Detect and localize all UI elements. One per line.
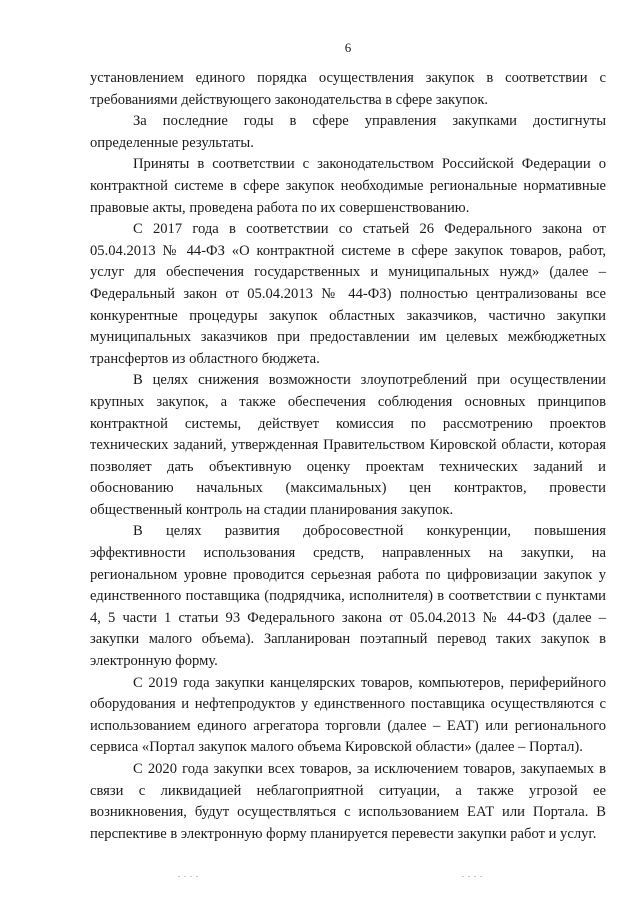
paragraph-aggregator-2019: С 2019 года закупки канцелярских товаров, компьютеров, периферийного оборудования и нефтепродуктов у единственного поставщика осуществляются с использованием единого агрегатора торговли (далее – ЕАТ) или регионального сервиса «Портал закупок малого объема Кировской области» (далее – Портал). [90,674,606,756]
paragraph-legal-acts: Приняты в соответствии с законодательством Российской Федерации о контрактной системе в сфере закупок необходимые региональные нормативные правовые акты, проведена работа по их совершенствованию. [90,156,606,216]
paragraph-results: За последние годы в сфере управления закупками достигнуты определенные результаты. [90,113,606,151]
paragraph-digitalization: В целях развития добросовестной конкуренции, повышения эффективности использования средств, направленных на закупки, на региональном уровне проводится серьезная работа по цифровизации закупок у единственного поставщика (подрядчика, исполнителя) в соответствии с пунктами 4, 5 части 1 статьи 93 Федерального закона от 05.04.2013 № 44-ФЗ (далее – закупки малого объема). Запланирован поэтапный перевод таких закупок в электронную форму. [90,523,606,670]
paragraph-centralization: С 2017 года в соответствии со статьей 26 Федерального закона от 05.04.2013 № 44-ФЗ «О контрактной системе в сфере закупок товаров, работ, услуг для обеспечения государственных и муниципальных нужд» (далее – Федеральный закон от 05.04.2013 № 44-ФЗ) полностью централизованы все конкурентные процедуры закупок областных заказчиков, частично закупки муниципальных заказчиков при предоставлении им целевых межбюджетных трансфертов из областного бюджета. [90,221,606,367]
scan-artifact-left: . . . . [178,870,199,879]
paragraph-commission: В целях снижения возможности злоупотреблений при осуществлении крупных закупок, а также обеспечения соблюдения основных принципов контрактной системы, действует комиссия по рассмотрению проектов технических заданий, утвержденная Правительством Кировской области, которая позволяет дать объективную оценку проектам технических заданий и обоснованию начальных (максимальных) цен контрактов, провести общественный контроль на стадии планирования закупок. [90,372,606,518]
scan-artifact-right: . . . . [462,870,483,879]
paragraph-plans-2020: С 2020 года закупки всех товаров, за исключением товаров, закупаемых в связи с ликвидацией неблагоприятной ситуации, а также угрозой ее возникновения, будут осуществляться с использованием ЕАТ или Портала. В перспективе в электронную форму планируется перевести закупки работ и услуг. [90,761,606,842]
paragraph-continuation: установлением единого порядка осуществления закупок в соответствии с требованиями действующего законодательства в сфере закупок. [90,70,606,108]
page-number: 6 [344,40,352,55]
